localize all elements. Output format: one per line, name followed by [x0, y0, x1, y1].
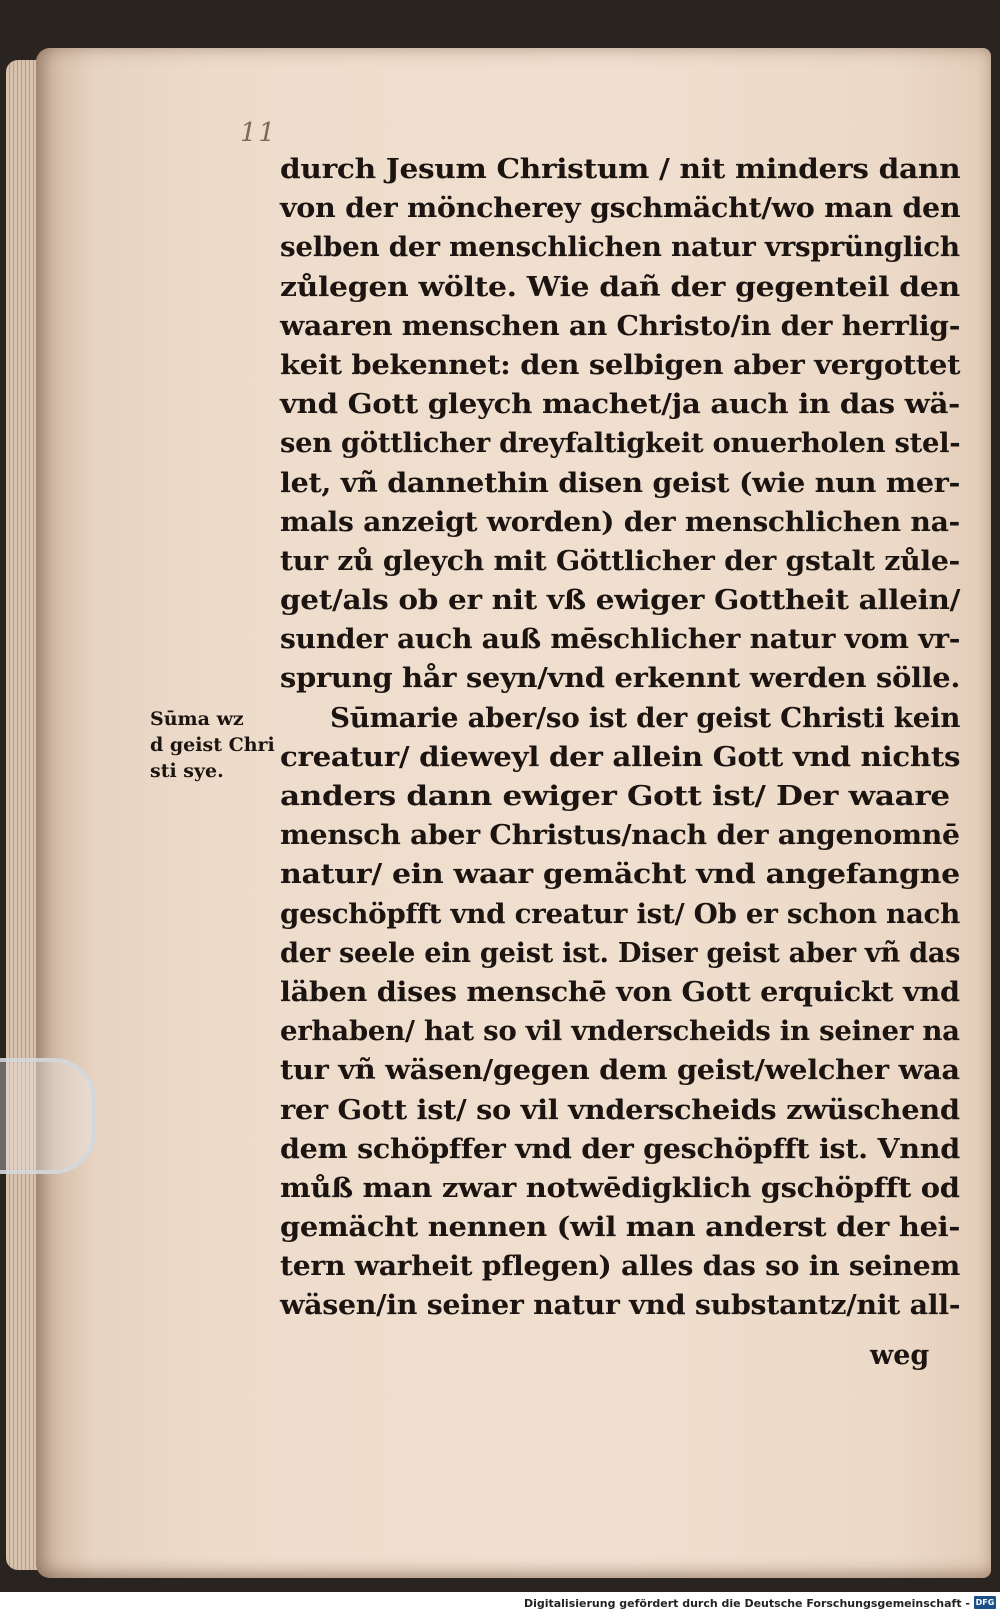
catchword: weg	[870, 1340, 930, 1371]
text-line: natur/ ein waar gemächt vnd angefangne	[280, 859, 960, 891]
text-line: rer Gott ist/ so vil vnderscheids zwüschend	[280, 1094, 960, 1126]
text-line: let, vñ dannethin disen geist (wie nun mer-	[280, 467, 961, 499]
text-line: vnd Gott gleych machet/ja auch in das wä-	[280, 389, 960, 421]
text-line: můß man zwar notwēdigklich gschöpfft od	[280, 1172, 960, 1204]
text-line: erhaben/ hat so vil vnderscheids in seiner na	[280, 1016, 960, 1048]
text-line: selben der menschlichen natur vrsprünglich	[280, 232, 960, 264]
page-edges	[6, 60, 40, 1570]
text-line: waaren menschen an Christo/in der herrlig-	[280, 310, 961, 342]
footer-bar	[0, 1592, 1000, 1612]
text-line: geschöpfft vnd creatur ist/ Ob er schon nach	[280, 898, 960, 930]
text-line: der seele ein geist ist. Diser geist aber vñ das	[280, 937, 961, 969]
text-line: läben dises menschē von Gott erquickt vnd	[280, 976, 960, 1008]
body-text	[280, 150, 960, 1326]
text-line: sprung hår seyn/vnd erkennt werden sölle.	[280, 663, 961, 695]
text-line: mals anzeigt worden) der menschlichen na-	[280, 506, 960, 538]
funding-credit: Digitalisierung gefördert durch die Deutsche Forschungsgemeinschaft -	[523, 1597, 970, 1610]
margin-note-line: d geist Chri	[150, 734, 275, 756]
text-line: sunder auch auß mēschlicher natur vom vr-	[280, 624, 961, 656]
text-line: tur vñ wäsen/gegen dem geist/welcher waa	[280, 1055, 960, 1087]
text-line: mensch aber Christus/nach der angenomnē	[280, 820, 960, 852]
margin-note-line: Sūma wz	[150, 708, 244, 730]
page-clip	[0, 1058, 96, 1174]
text-line: tur zů gleych mit Göttlicher der gstalt zůle-	[280, 545, 961, 577]
text-line: get/als ob er nit vß ewiger Gottheit allein/	[280, 585, 961, 617]
text-line: Sūmarie aber/so ist der geist Christi kein	[330, 702, 961, 734]
text-line: keit bekennet: den selbigen aber vergottet	[280, 349, 961, 381]
text-line: creatur/ dieweyl der allein Gott vnd nichts	[280, 741, 961, 773]
text-line: gemächt nennen (wil man anderst der hei-	[280, 1212, 961, 1244]
text-line: dem schöpffer vnd der geschöpfft ist. Vnnd	[280, 1133, 960, 1165]
margin-note	[150, 706, 280, 784]
dfg-logo-icon: DFG	[975, 1598, 995, 1607]
text-line: von der möncherey gschmächt/wo man den	[280, 193, 961, 225]
text-line: tern warheit pflegen) alles das so in seinem	[280, 1251, 960, 1283]
folio-number: 11	[240, 118, 278, 148]
margin-note-line: sti sye.	[150, 760, 224, 782]
text-line: anders dann ewiger Gott ist/ Der waare	[280, 781, 950, 812]
text-line: zůlegen wölte. Wie dañ der gegenteil den	[280, 271, 960, 303]
text-line: sen göttlicher dreyfaltigkeit onuerholen stel-	[280, 428, 961, 460]
text-line: durch Jesum Christum / nit minders dann	[280, 154, 961, 185]
text-line: wäsen/in seiner natur vnd substantz/nit all-	[280, 1290, 961, 1322]
